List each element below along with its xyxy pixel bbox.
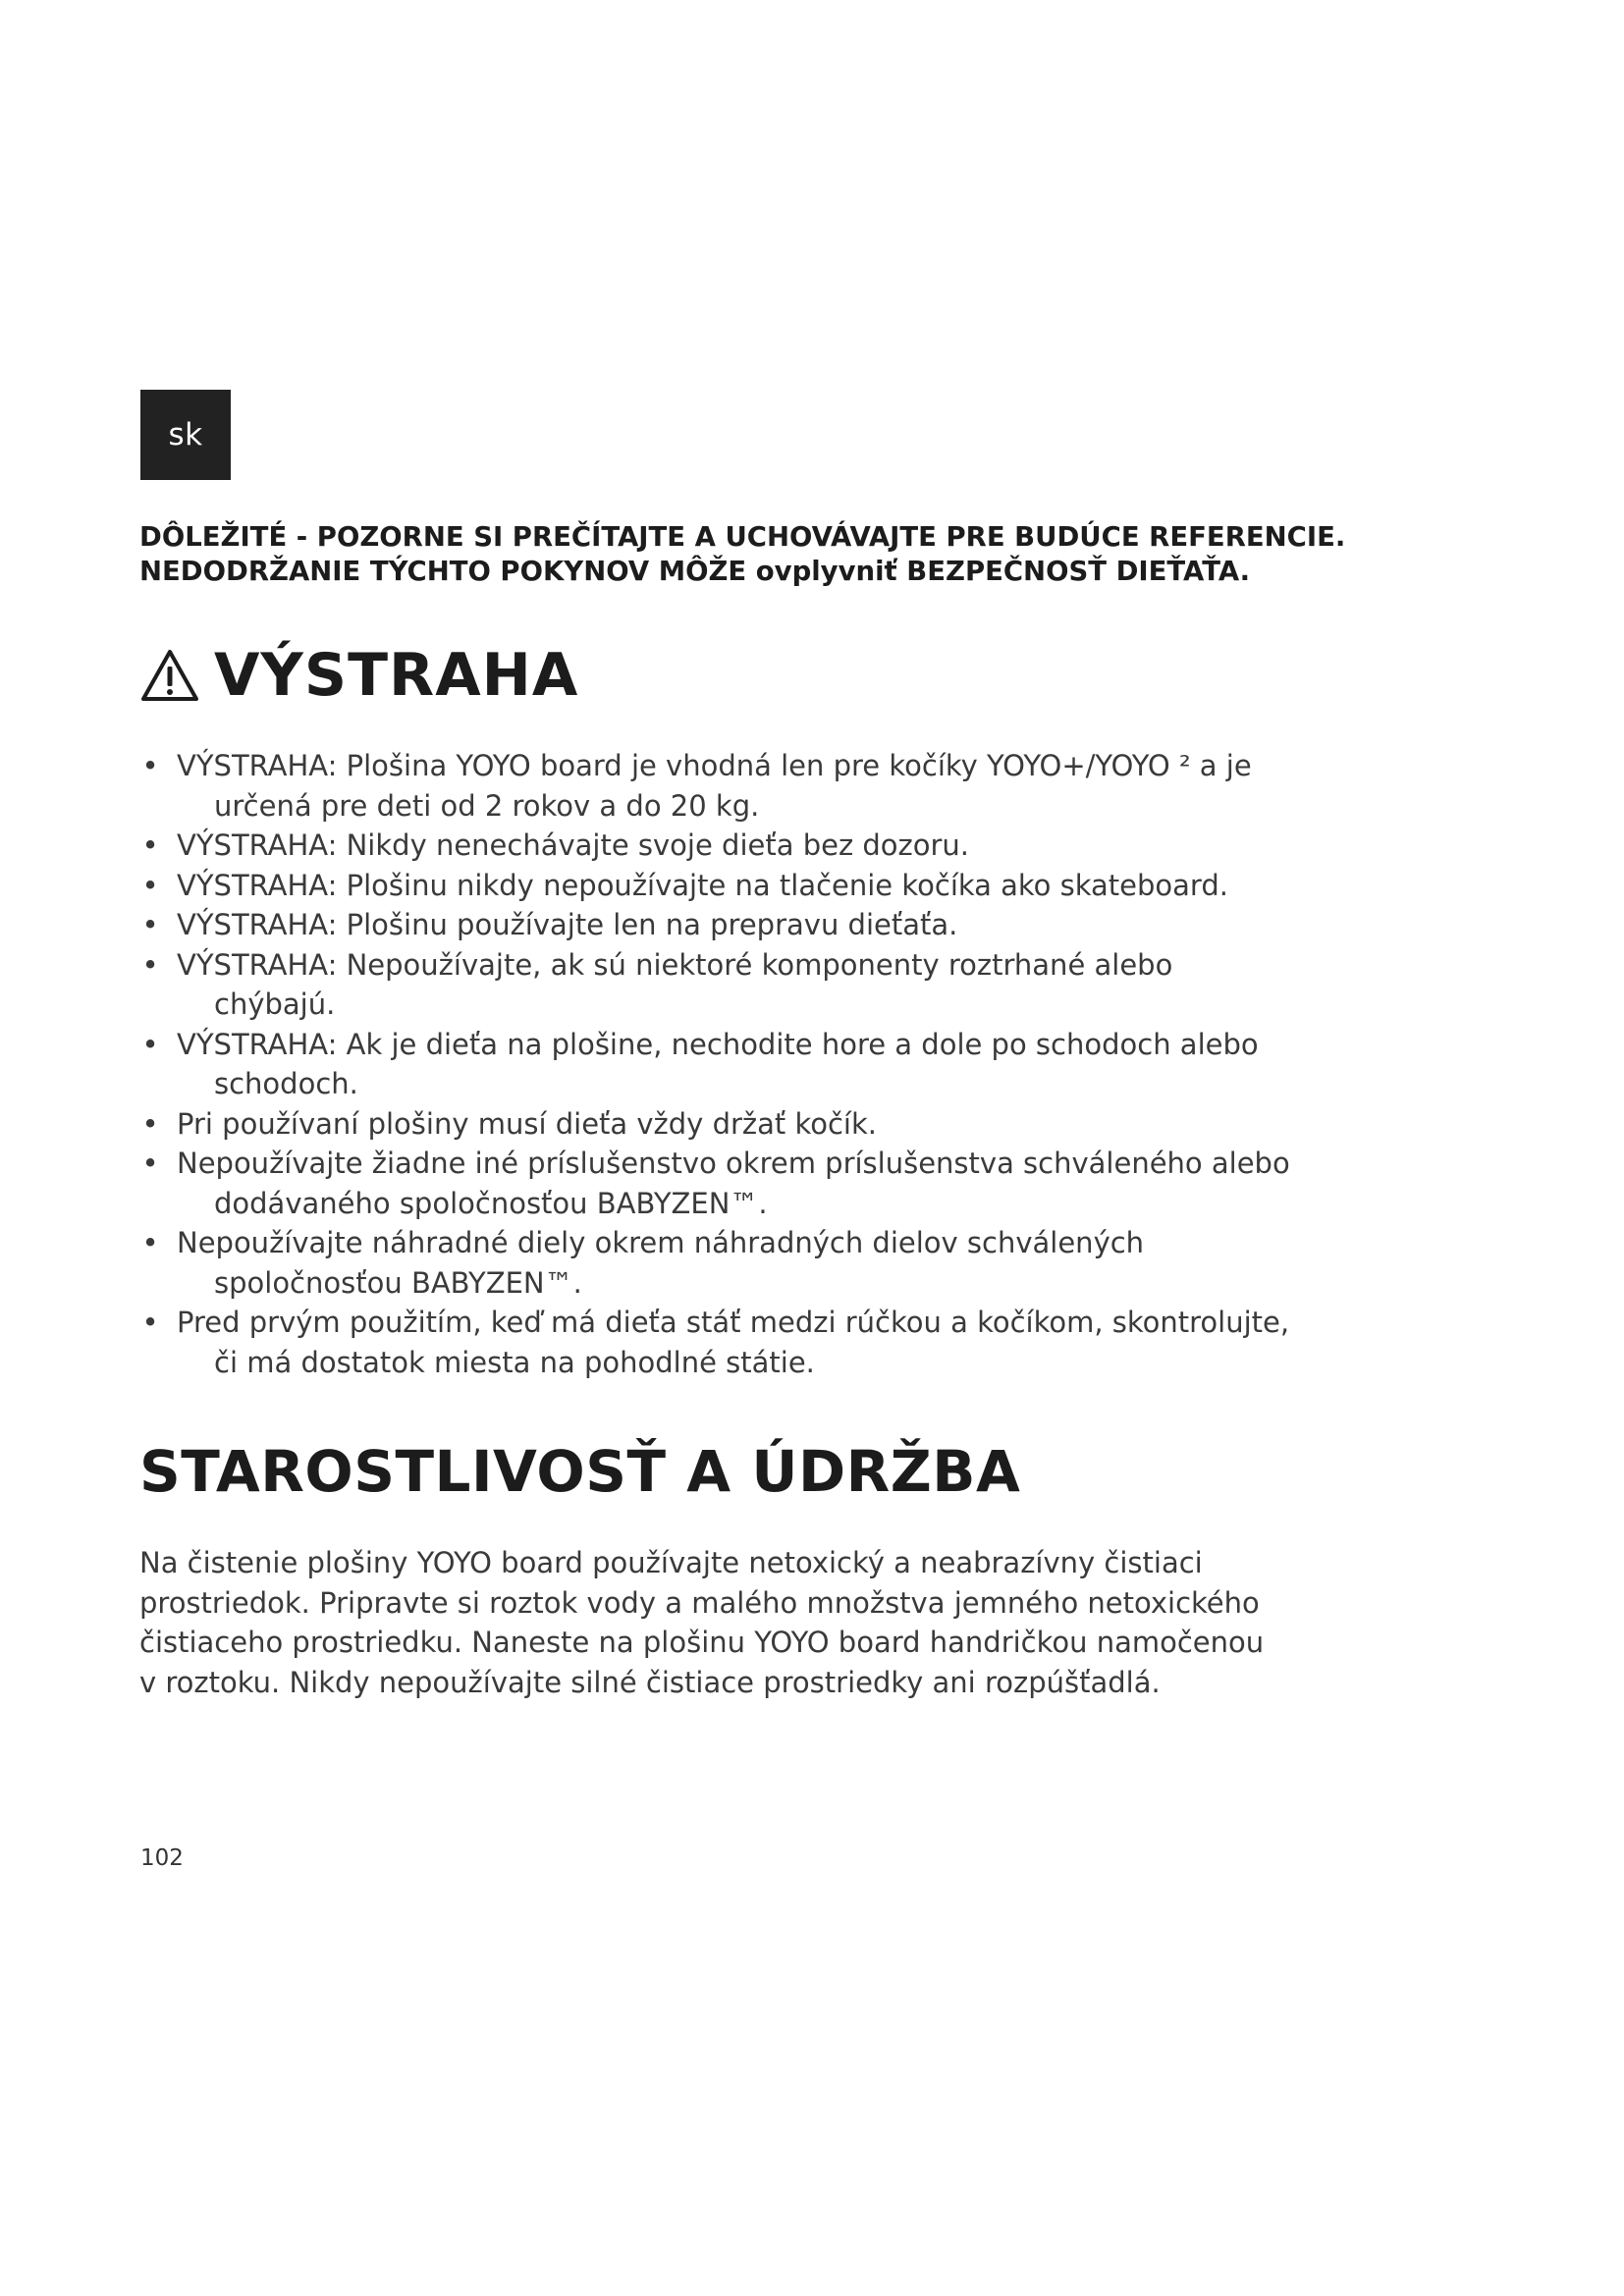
warning-list	[139, 746, 1494, 1382]
warning-item-line: Pred prvým použitím, keď má dieťa stáť medzi rúčkou a kočíkom, skontrolujte,	[177, 1306, 1290, 1339]
care-line: v roztoku. Nikdy nepoužívajte silné čistiace prostriedky ani rozpúšťadlá.	[139, 1665, 1161, 1699]
notice-line-2: NEDODRŽANIE TÝCHTO POKYNOV MÔŽE ovplyvniť BEZPEČNOSŤ DIEŤAŤA.	[139, 556, 1251, 587]
warning-item-line: určená pre deti od 2 rokov a do 20 kg.	[214, 788, 760, 823]
bullet-icon: •	[141, 1027, 159, 1061]
warning-item-line: VÝSTRAHA: Ak je dieťa na plošine, nechodite hore a dole po schodoch alebo	[177, 1027, 1259, 1061]
care-paragraph	[139, 1543, 1514, 1702]
warning-item	[139, 866, 1494, 906]
warning-item-line: či má dostatok miesta na pohodlné státie.	[214, 1345, 815, 1379]
warning-item	[139, 1144, 1494, 1223]
warning-item-line: chýbajú.	[214, 988, 336, 1021]
bullet-icon: •	[141, 1147, 159, 1180]
warning-item-line: VÝSTRAHA: Plošinu nikdy nepoužívajte na tlačenie kočíka ako skateboard.	[177, 868, 1228, 902]
bullet-icon: •	[141, 828, 159, 862]
bullet-icon: •	[141, 908, 159, 941]
warning-item	[139, 746, 1494, 826]
warning-item-line: VÝSTRAHA: Nepoužívajte, ak sú niektoré komponenty roztrhané alebo	[177, 947, 1173, 982]
bullet-icon: •	[141, 1226, 159, 1259]
warning-item-line: VÝSTRAHA: Nikdy nenechávajte svoje dieťa bez dozoru.	[177, 828, 970, 862]
bullet-icon: •	[141, 1106, 159, 1141]
warning-item	[139, 1104, 1494, 1145]
language-badge: sk	[140, 390, 231, 480]
bullet-icon: •	[141, 749, 159, 782]
care-line: Na čistenie plošiny YOYO board používajte netoxický a neabrazívny čistiaci	[139, 1546, 1203, 1579]
warning-item-line: VÝSTRAHA: Plošinu používajte len na prepravu dieťaťa.	[177, 908, 958, 941]
warning-triangle-icon	[139, 648, 200, 703]
bullet-icon: •	[141, 1306, 159, 1339]
warning-item-line: Pri používaní plošiny musí dieťa vždy držať kočík.	[177, 1106, 877, 1141]
important-notice	[139, 520, 1514, 589]
warning-item	[139, 1303, 1494, 1382]
care-line: čistiaceho prostriedku. Naneste na plošinu YOYO board handričkou namočenou	[139, 1626, 1265, 1659]
warning-heading	[139, 636, 578, 715]
warning-item	[139, 826, 1494, 866]
page-number: 102	[140, 1845, 184, 1871]
warning-item	[139, 945, 1494, 1025]
warning-item-line: dodávaného spoločnosťou BABYZEN™.	[214, 1186, 768, 1220]
warning-item-line: schodoch.	[214, 1067, 358, 1100]
care-heading: STAROSTLIVOSŤ A ÚDRŽBA	[139, 1438, 1021, 1505]
warning-item-line: Nepoužívajte žiadne iné príslušenstvo okrem príslušenstva schváleného alebo	[177, 1147, 1290, 1180]
bullet-icon: •	[141, 947, 159, 982]
warning-item	[139, 1025, 1494, 1104]
warning-item-line: Nepoužívajte náhradné diely okrem náhradných dielov schválených	[177, 1226, 1145, 1259]
care-line: prostriedok. Pripravte si roztok vody a malého množstva jemného netoxického	[139, 1585, 1260, 1620]
notice-line-1: DÔLEŽITÉ - POZORNE SI PREČÍTAJTE A UCHOVÁVAJTE PRE BUDÚCE REFERENCIE.	[139, 521, 1346, 553]
warning-title: VÝSTRAHA	[214, 641, 579, 710]
bullet-icon: •	[141, 868, 159, 902]
warning-item-line: VÝSTRAHA: Plošina YOYO board je vhodná len pre kočíky YOYO+/YOYO ² a je	[177, 749, 1252, 782]
warning-item-line: spoločnosťou BABYZEN™.	[214, 1265, 582, 1300]
warning-item	[139, 1223, 1494, 1303]
warning-item	[139, 905, 1494, 945]
